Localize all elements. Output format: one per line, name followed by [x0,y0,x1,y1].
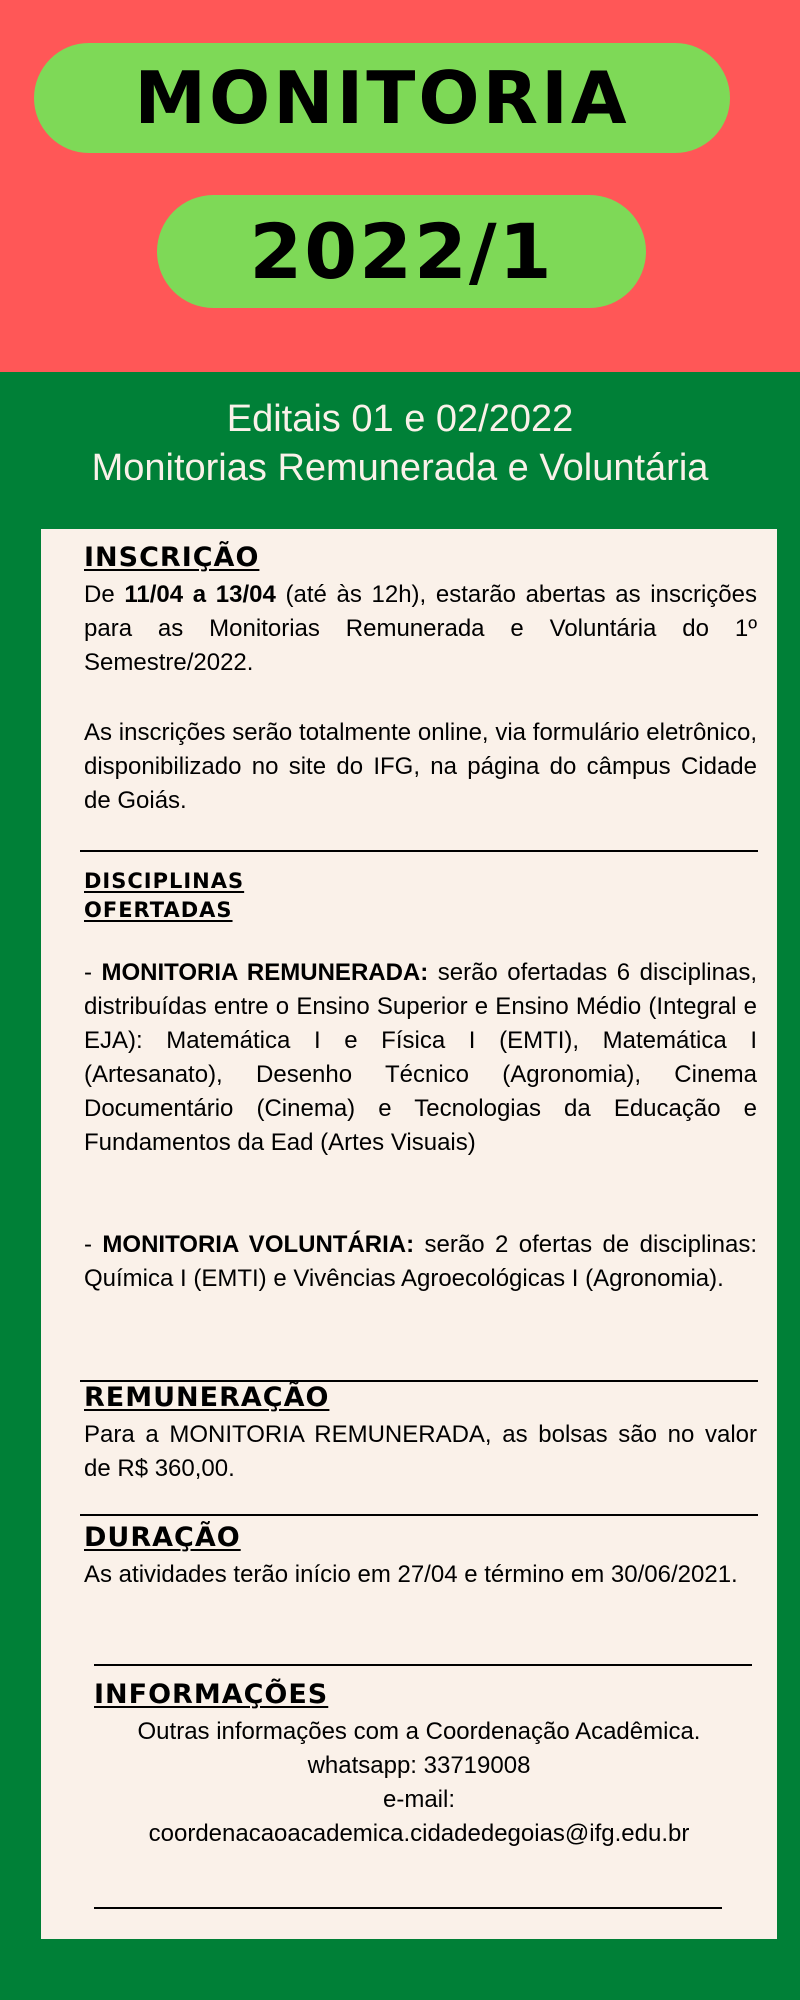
subtitle-line1: Editais 01 e 02/2022 [226,398,574,440]
divider [94,1907,722,1909]
divider [94,1664,752,1666]
informacoes-text [74,1715,764,1851]
heading-line: OFERTADAS [84,898,233,922]
divider [80,1514,758,1516]
date-range: 11/04 a 13/04 [124,581,276,608]
heading-line: DISCIPLINAS [84,869,245,893]
header-banner [0,0,800,372]
inscricao-paragraph-1 [84,578,757,680]
remuneracao-heading: REMUNERAÇÃO [84,1382,330,1413]
page-title: MONITORIA [134,56,630,140]
label-bold: MONITORIA VOLUNTÁRIA: [102,1231,415,1258]
text: serão 2 ofertas de disciplinas: Química I (EMTI) e Vivências Agroecológicas I (Agronomia). [84,1231,757,1292]
inscricao-paragraph-2: As inscrições serão totalmente online, via formulário eletrônico, disponibilizado no site do IFG, na página do câmpus Cidade de Goiás. [84,719,757,814]
label-bold: MONITORIA REMUNERADA: [101,959,429,986]
divider [80,850,758,852]
text: serão ofertadas 6 disciplinas, distribuídas entre o Ensino Superior e Ensino Médio (Integral e EJA): Matemática I e Física I (EMTI), Matemática I (Artesanato), Desenho Técnico (Agronomia), Cinema Documentário (Cinema) e Tecnologias da Educação e Fundamentos da Ead (Artes Visuais) [84,959,757,1156]
text: De [84,581,125,608]
remuneracao-text: Para a MONITORIA REMUNERADA, as bolsas são no valor de R$ 360,00. [84,1421,757,1482]
email-label: e-mail: [382,1786,455,1813]
text: - [84,959,102,986]
duracao-heading: DURAÇÃO [84,1522,241,1553]
whatsapp-number: whatsapp: 33719008 [307,1752,531,1779]
info-line: Outras informações com a Coordenação Acadêmica. [137,1718,701,1745]
duracao-text: As atividades terão início em 27/04 e término em 30/06/2021. [84,1561,738,1588]
inscricao-heading: INSCRIÇÃO [84,542,260,573]
disciplinas-heading [84,867,244,925]
email-address[interactable]: coordenacaoacademica.cidadedegoias@ifg.edu.br [148,1820,690,1847]
period-label: 2022/1 [249,207,554,296]
text: (até às 12h), estarão abertas as inscrições para as Monitorias Remunerada e Voluntária do 1º Semestre/2022. [84,581,757,676]
subtitle-line2: Monitorias Remunerada e Voluntária [91,447,709,489]
monitoria-remunerada-paragraph [84,956,757,1160]
text: - [84,1231,103,1258]
period-pill [157,195,646,308]
title-pill [34,43,730,153]
informacoes-heading: INFORMAÇÕES [94,1679,329,1710]
monitoria-voluntaria-paragraph [84,1228,757,1296]
content-card [41,529,777,1939]
